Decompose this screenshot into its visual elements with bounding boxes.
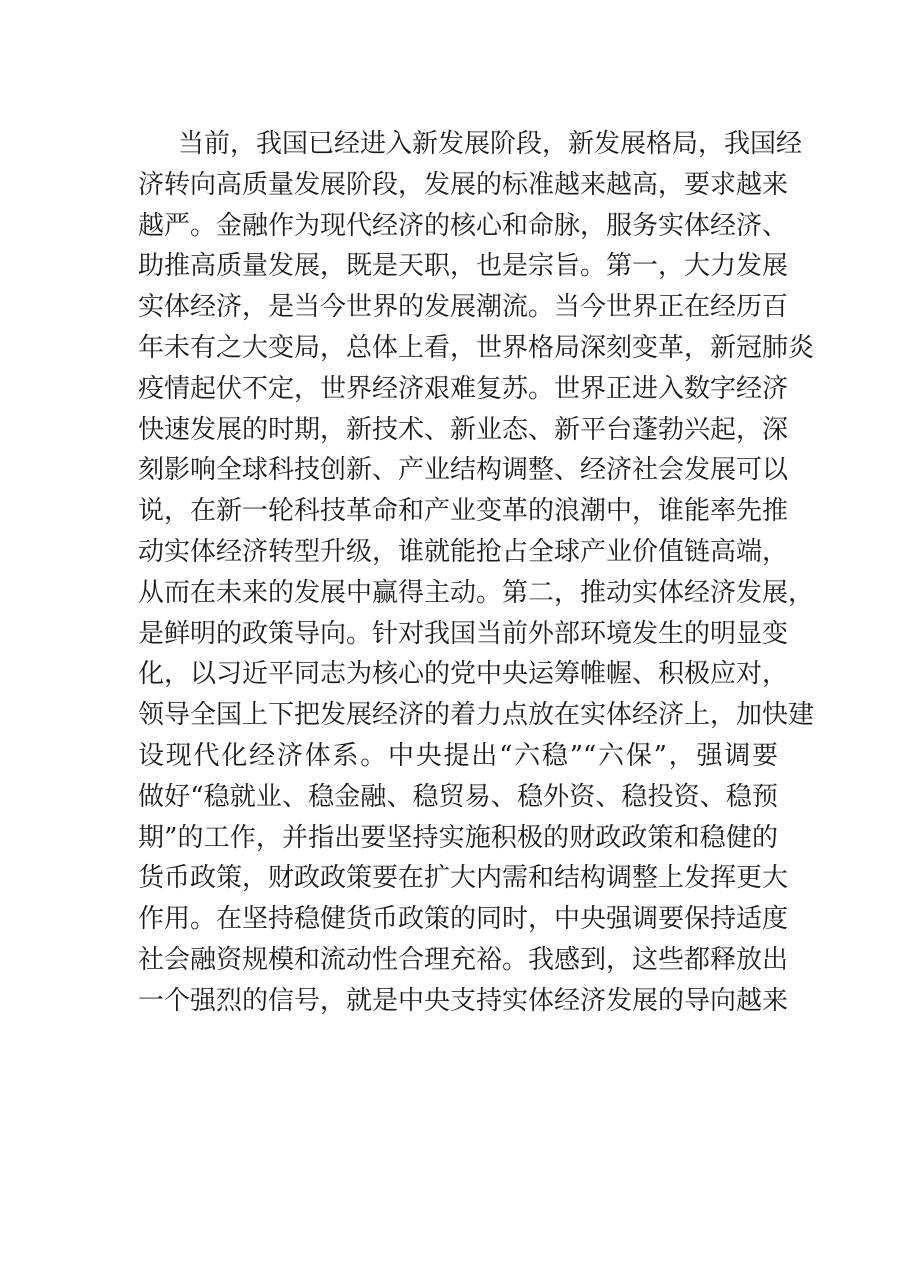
text-line: 说，在新一轮科技革命和产业变革的浪潮中，谁能率先推 [138,496,789,527]
text-line: 助推高质量发展，既是天职，也是宗旨。第一，大力发展 [138,251,789,282]
text-line: 济转向高质量发展阶段，发展的标准越来越高，要求越来 [138,169,789,200]
text-line: 期”的工作，并指出要坚持实施积极的财政政策和稳健的 [138,822,778,853]
text-line: 领导全国上下把发展经济的着力点放在实体经济上，加快建 [138,700,815,731]
text-line: 做好“稳就业、稳金融、稳贸易、稳外资、稳投资、稳预 [138,781,778,812]
text-line: 从而在未来的发展中赢得主动。第二，推动实体经济发展， [138,577,815,608]
text-line: 当前，我国已经进入新发展阶段，新发展格局，我国经 [178,129,803,159]
text-line: 年未有之大变局，总体上看，世界格局深刻变革，新冠肺炎 [138,332,815,363]
text-line: 设现代化经济体系。中央提出“六稳”“六保”，强调要 [138,740,778,771]
text-line: 疫情起伏不定，世界经济艰难复苏。世界正进入数字经济 [138,373,789,404]
text-line: 一个强烈的信号，就是中央支持实体经济发展的导向越来 [138,985,789,1016]
text-line: 快速发展的时期，新技术、新业态、新平台蓬勃兴起，深 [138,414,789,445]
text-line: 化，以习近平同志为核心的党中央运筹帷幄、积极应对， [138,659,789,690]
body-paragraph [138,124,815,1022]
text-line: 动实体经济转型升级，谁就能抢占全球产业价值链高端， [138,536,789,567]
text-line: 社会融资规模和流动性合理充裕。我感到，这些都释放出 [138,944,789,975]
text-line: 越严。金融作为现代经济的核心和命脉，服务实体经济、 [138,210,789,241]
text-line: 刻影响全球科技创新、产业结构调整、经济社会发展可以 [138,455,789,486]
text-line: 货币政策，财政政策要在扩大内需和结构调整上发挥更大 [138,863,789,894]
text-line: 作用。在坚持稳健货币政策的同时，中央强调要保持适度 [138,904,789,935]
text-line: 实体经济，是当今世界的发展潮流。当今世界正在经历百 [138,292,789,323]
text-line: 是鲜明的政策导向。针对我国当前外部环境发生的明显变 [138,618,789,649]
